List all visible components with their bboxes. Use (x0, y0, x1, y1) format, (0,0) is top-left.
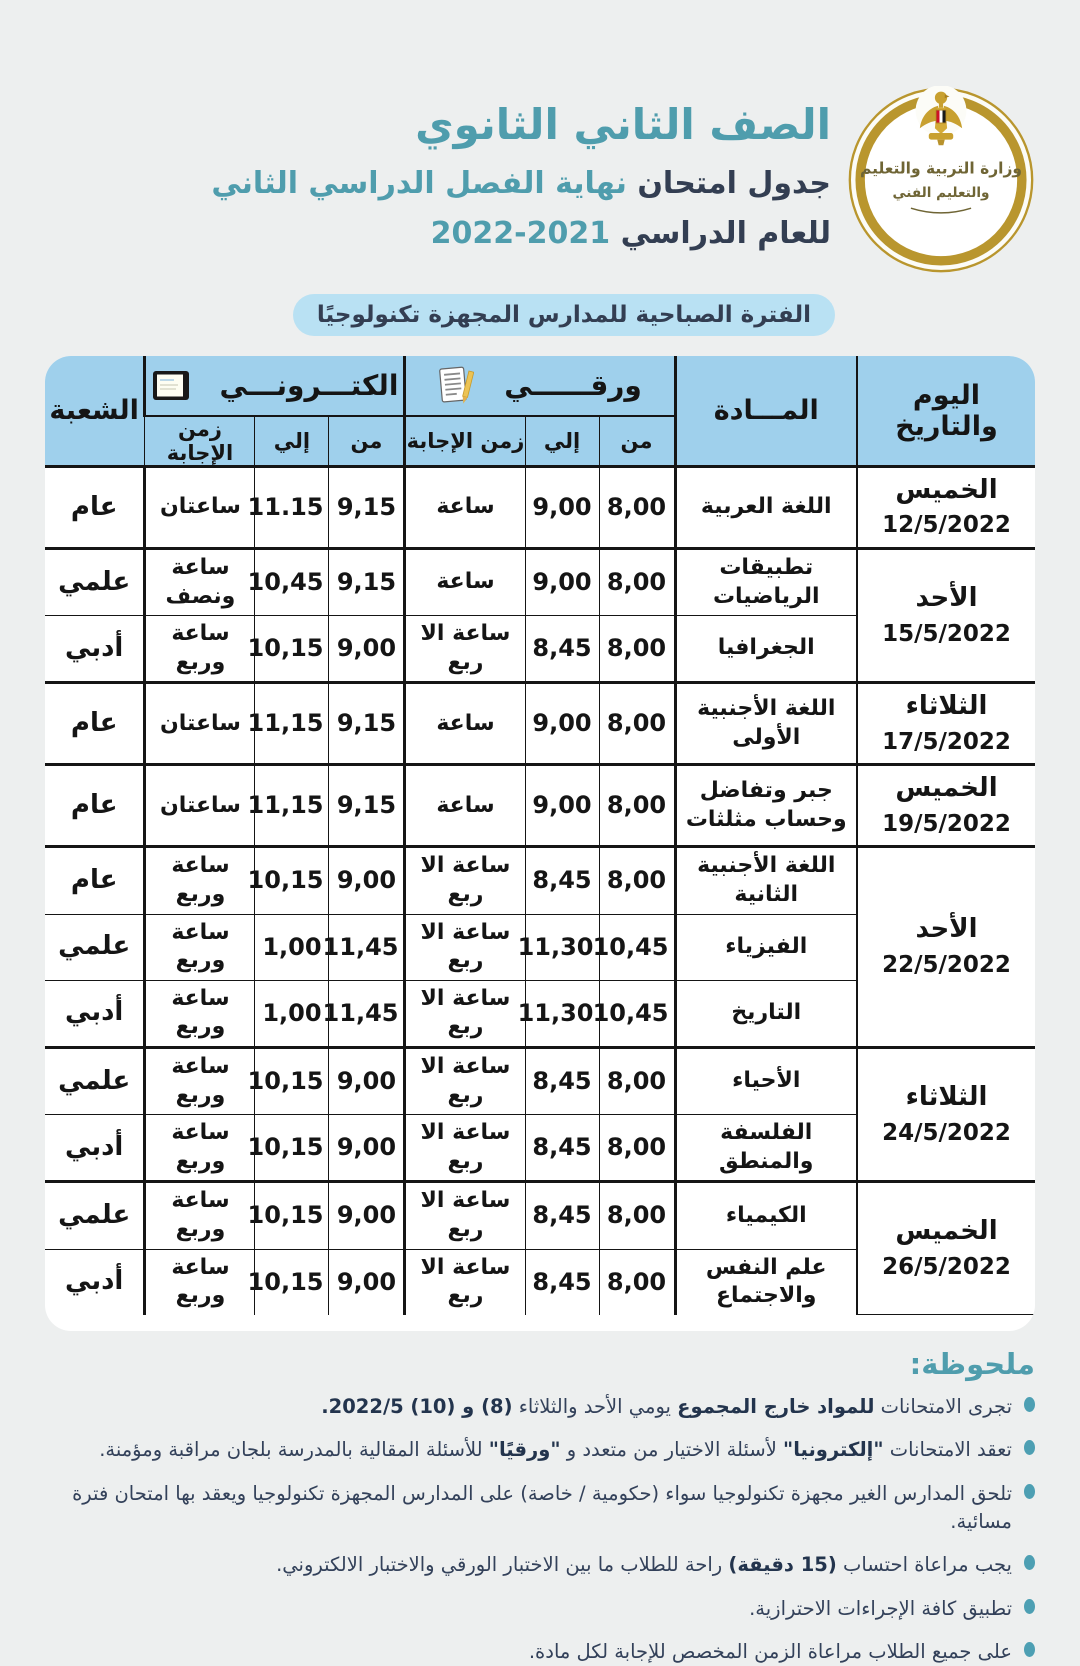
ministry-seal-icon (847, 86, 1035, 274)
header-paper-to: إلي (525, 416, 599, 467)
note-item (45, 1480, 1035, 1537)
paper-from-cell: 10,45 (599, 914, 675, 980)
subject-cell: علم النفس والاجتماع (675, 1249, 857, 1315)
day-date-cell (857, 1182, 1035, 1315)
electronic-to-cell: 10,15 (255, 1182, 329, 1249)
subject-cell: الفلسفة والمنطق (675, 1115, 857, 1182)
electronic-to-cell: 10,15 (255, 847, 329, 914)
paper-from-cell: 8,00 (599, 847, 675, 914)
subject-cell: اللغة الأجنبية الثانية (675, 847, 857, 914)
note-text: تطبيق كافة الإجراءات الاحترازية. (749, 1596, 1012, 1620)
day-date-cell (857, 549, 1035, 683)
subject-cell: اللغة الأجنبية الأولى (675, 683, 857, 765)
paper-from-cell: 8,00 (599, 467, 675, 549)
subject-cell: اللغة العربية (675, 467, 857, 549)
schedule-card (45, 356, 1035, 1331)
branch-cell: علمي (45, 549, 145, 616)
paper-duration-cell: ساعة الا ربع (405, 847, 525, 914)
electronic-to-cell: 11.15 (255, 467, 329, 549)
note-bullet-icon (1024, 1599, 1035, 1614)
electronic-from-cell: 9,00 (329, 616, 405, 683)
electronic-from-cell: 11,45 (329, 914, 405, 980)
paper-from-cell: 8,00 (599, 1182, 675, 1249)
electronic-from-cell: 9,00 (329, 1047, 405, 1114)
day-name: الخميس (895, 474, 998, 505)
branch-cell: علمي (45, 914, 145, 980)
electronic-duration-cell: ساعتان (145, 467, 255, 549)
paper-duration-cell: ساعة الا ربع (405, 616, 525, 683)
branch-cell: عام (45, 467, 145, 549)
paper-from-cell: 8,00 (599, 1115, 675, 1182)
notes-section (45, 1347, 1035, 1666)
paper-duration-cell: ساعة (405, 549, 525, 616)
note-text: تجرى الامتحانات للمواد خارج المجموع يومي الأحد والثلاثاء (8) و (10) 2022/5. (321, 1395, 1012, 1419)
note-text: على جميع الطلاب مراعاة الزمن المخصص للإجابة لكل مادة. (528, 1639, 1012, 1663)
electronic-from-cell: 9,00 (329, 1249, 405, 1315)
paper-from-cell: 8,00 (599, 765, 675, 847)
electronic-from-cell: 9,15 (329, 549, 405, 616)
note-item (45, 1551, 1035, 1579)
academic-year-line (45, 215, 831, 253)
electronic-to-cell: 10,15 (255, 1249, 329, 1315)
note-text: تلحق المدارس الغير مجهزة تكنولوجيا سواء (حكومية / خاصة) على المدارس المجهزة تكنولوجيا ويعقد بها امتحان فترة مسائية. (72, 1481, 1012, 1533)
table-row (45, 847, 1035, 914)
paper-to-cell: 8,45 (525, 1249, 599, 1315)
electronic-from-cell: 9,15 (329, 765, 405, 847)
header-paper-duration: زمن الإجابة (405, 416, 525, 467)
year-value: 2022-2021 (430, 215, 611, 251)
day-date-cell (857, 765, 1035, 847)
day-date: 15/5/2022 (882, 620, 1011, 647)
badge-row (0, 294, 835, 336)
electronic-to-cell: 10,45 (255, 549, 329, 616)
title-block (45, 86, 831, 264)
paper-from-cell: 8,00 (599, 549, 675, 616)
paper-to-cell: 8,45 (525, 1115, 599, 1182)
note-text: يجب مراعاة احتساب (15 دقيقة) راحة للطلاب ما بين الاختبار الورقي والاختبار الالكتروني. (276, 1553, 1012, 1577)
paper-from-cell: 8,00 (599, 683, 675, 765)
note-item (45, 1393, 1035, 1421)
electronic-duration-cell: ساعة وربع (145, 1182, 255, 1249)
paper-duration-cell: ساعة الا ربع (405, 1115, 525, 1182)
paper-to-cell: 11,30 (525, 980, 599, 1047)
day-date: 17/5/2022 (882, 728, 1011, 755)
branch-cell: عام (45, 683, 145, 765)
branch-cell: علمي (45, 1047, 145, 1114)
tablet-icon (152, 370, 190, 401)
header-paper-group (405, 356, 675, 416)
paper-to-cell: 9,00 (525, 467, 599, 549)
paper-duration-cell: ساعة الا ربع (405, 914, 525, 980)
paper-to-cell: 8,45 (525, 1182, 599, 1249)
notes-list (45, 1393, 1035, 1666)
branch-cell: علمي (45, 1182, 145, 1249)
note-bullet-icon (1024, 1440, 1035, 1455)
table-row (45, 765, 1035, 847)
day-date: 19/5/2022 (882, 810, 1011, 837)
note-bullet-icon (1024, 1397, 1035, 1412)
electronic-to-cell: 10,15 (255, 1047, 329, 1114)
branch-cell: أدبي (45, 980, 145, 1047)
subject-cell: تطبيقات الرياضيات (675, 549, 857, 616)
electronic-from-cell: 9,00 (329, 847, 405, 914)
branch-cell: عام (45, 765, 145, 847)
paper-duration-cell: ساعة الا ربع (405, 980, 525, 1047)
branch-cell: عام (45, 847, 145, 914)
header-electronic-group (145, 356, 405, 416)
year-prefix: للعام الدراسي (610, 215, 831, 251)
day-name: الثلاثاء (905, 691, 988, 722)
day-name: الخميس (895, 773, 998, 804)
branch-cell: أدبي (45, 616, 145, 683)
svg-text:MINISTRY OF EDUCATION AND TECH (847, 86, 853, 89)
paper-to-cell: 8,45 (525, 1047, 599, 1114)
paper-to-cell: 9,00 (525, 765, 599, 847)
paper-duration-cell: ساعة الا ربع (405, 1047, 525, 1114)
electronic-from-cell: 9,00 (329, 1182, 405, 1249)
electronic-to-cell: 10,15 (255, 1115, 329, 1182)
paper-to-cell: 9,00 (525, 549, 599, 616)
note-bullet-icon (1024, 1555, 1035, 1570)
day-date-cell (857, 467, 1035, 549)
paper-exam-icon (438, 365, 474, 407)
electronic-to-cell: 11,15 (255, 765, 329, 847)
day-name: الأحد (915, 914, 978, 945)
electronic-duration-cell: ساعة وربع (145, 1047, 255, 1114)
paper-to-cell: 8,45 (525, 847, 599, 914)
note-item (45, 1595, 1035, 1623)
electronic-to-cell: 1,00 (255, 914, 329, 980)
day-date-cell (857, 847, 1035, 1048)
header-electronic-to: إلي (255, 416, 329, 467)
paper-to-cell: 8,45 (525, 616, 599, 683)
electronic-duration-cell: ساعة وربع (145, 616, 255, 683)
day-date-cell (857, 1047, 1035, 1181)
paper-group-label: ورقــــــي (504, 369, 642, 402)
header-day-date: اليوم والتاريخ (857, 356, 1035, 467)
day-date-cell (857, 683, 1035, 765)
electronic-duration-cell: ساعة وربع (145, 1249, 255, 1315)
header-paper-from: من (599, 416, 675, 467)
electronic-duration-cell: ساعة وربع (145, 847, 255, 914)
subject-cell: التاريخ (675, 980, 857, 1047)
paper-from-cell: 8,00 (599, 1249, 675, 1315)
note-text: تعقد الامتحانات "إلكترونيا" لأسئلة الاختيار من متعدد و "ورقيًا" للأسئلة المقالية بالمدرسة بلجان مراقبة ومؤمنة. (99, 1438, 1012, 1462)
electronic-from-cell: 9,15 (329, 683, 405, 765)
header-subject: المـــادة (675, 356, 857, 467)
morning-period-badge: الفترة الصباحية للمدارس المجهزة تكنولوجيًا (293, 294, 835, 336)
electronic-duration-cell: ساعة ونصف (145, 549, 255, 616)
paper-from-cell: 8,00 (599, 616, 675, 683)
paper-duration-cell: ساعة الا ربع (405, 1182, 525, 1249)
note-bullet-icon (1024, 1484, 1035, 1499)
subtitle-prefix: جدول امتحان (626, 166, 831, 201)
paper-duration-cell: ساعة (405, 765, 525, 847)
paper-from-cell: 10,45 (599, 980, 675, 1047)
branch-cell: أدبي (45, 1115, 145, 1182)
day-date: 12/5/2022 (882, 512, 1011, 539)
electronic-duration-cell: ساعة وربع (145, 1115, 255, 1182)
paper-duration-cell: ساعة الا ربع (405, 1249, 525, 1315)
paper-from-cell: 8,00 (599, 1047, 675, 1114)
schedule-body (45, 467, 1035, 1315)
ministry-seal (847, 86, 1035, 278)
day-date: 24/5/2022 (882, 1119, 1011, 1146)
table-row (45, 1182, 1035, 1249)
header-branch: الشعبة (45, 356, 145, 467)
notes-title: ملحوظة: (909, 1347, 1035, 1382)
subject-cell: الجغرافيا (675, 616, 857, 683)
paper-to-cell: 11,30 (525, 914, 599, 980)
table-row (45, 683, 1035, 765)
page-title: الصف الثاني الثانوي (415, 100, 831, 149)
electronic-duration-cell: ساعة وربع (145, 980, 255, 1047)
electronic-group-label: الكتـــرونـــي (219, 369, 399, 402)
paper-duration-cell: ساعة (405, 683, 525, 765)
day-date: 26/5/2022 (882, 1253, 1011, 1280)
subject-cell: الفيزياء (675, 914, 857, 980)
table-row (45, 1047, 1035, 1114)
electronic-to-cell: 10,15 (255, 616, 329, 683)
electronic-duration-cell: ساعتان (145, 765, 255, 847)
electronic-to-cell: 1,00 (255, 980, 329, 1047)
subject-cell: جبر وتفاضل وحساب مثلثات (675, 765, 857, 847)
table-row (45, 549, 1035, 616)
exam-schedule-table (45, 356, 1035, 1315)
subject-cell: الأحياء (675, 1047, 857, 1114)
day-name: الخميس (895, 1215, 998, 1246)
electronic-duration-cell: ساعة وربع (145, 914, 255, 980)
electronic-from-cell: 11,45 (329, 980, 405, 1047)
header-electronic-duration: زمن الإجابة (145, 416, 255, 467)
seal-arabic-line1: وزارة التربية والتعليم (859, 159, 1023, 178)
note-bullet-icon (1024, 1642, 1035, 1657)
electronic-from-cell: 9,15 (329, 467, 405, 549)
table-row (45, 467, 1035, 549)
electronic-from-cell: 9,00 (329, 1115, 405, 1182)
table-header (45, 356, 1035, 467)
day-name: الثلاثاء (905, 1081, 988, 1112)
branch-cell: أدبي (45, 1249, 145, 1315)
paper-duration-cell: ساعة (405, 467, 525, 549)
paper-to-cell: 9,00 (525, 683, 599, 765)
seal-arabic-line2: والتعليم الفني (892, 184, 990, 201)
page-subtitle (45, 165, 831, 203)
day-date: 22/5/2022 (882, 952, 1011, 979)
day-name: الأحد (915, 582, 978, 613)
note-item (45, 1436, 1035, 1464)
subject-cell: الكيمياء (675, 1182, 857, 1249)
subtitle-highlight: نهاية الفصل الدراسي الثاني (211, 166, 627, 201)
seal-ring-text (847, 86, 853, 89)
note-item (45, 1638, 1035, 1666)
electronic-duration-cell: ساعتان (145, 683, 255, 765)
header-electronic-from: من (329, 416, 405, 467)
electronic-to-cell: 11,15 (255, 683, 329, 765)
page-header (0, 0, 1080, 278)
